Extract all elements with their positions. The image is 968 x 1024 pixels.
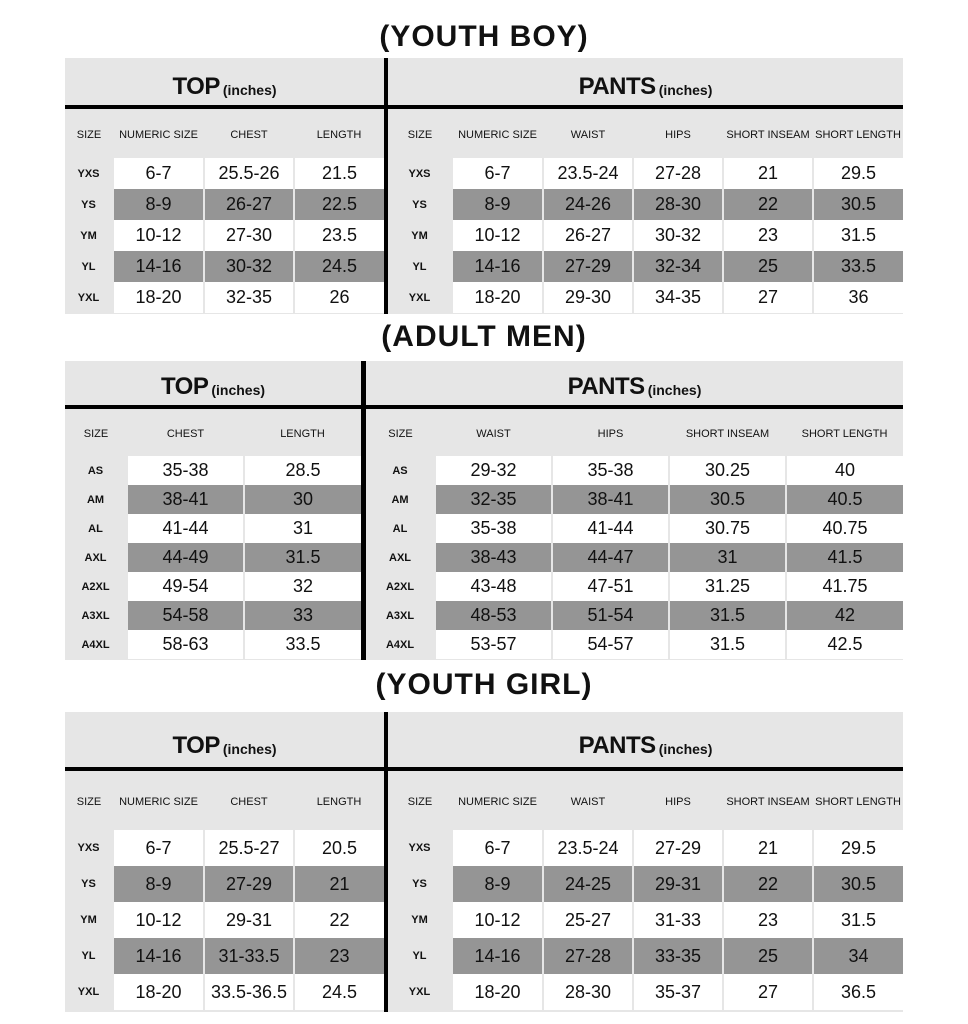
value-cell: 28.5 xyxy=(244,456,361,485)
youth-boy-top-heading xyxy=(65,70,384,104)
value-cell: 31-33 xyxy=(633,902,723,938)
column-header: SHORT INSEAM xyxy=(726,129,810,141)
size-cell: AXL xyxy=(389,551,411,564)
table-row xyxy=(65,251,384,282)
value-cell: 25-27 xyxy=(543,902,633,938)
youth-girl-top-table xyxy=(65,774,384,1010)
table-header-row xyxy=(388,774,903,830)
table-row xyxy=(366,601,903,630)
value-cell: 30 xyxy=(244,485,361,514)
table-row xyxy=(65,514,361,543)
value-cell: 40.5 xyxy=(786,485,903,514)
value-cell: 30.5 xyxy=(813,866,903,902)
value-cell: 58-63 xyxy=(127,630,244,659)
value-cell: 24-25 xyxy=(543,866,633,902)
value-cell: 23 xyxy=(723,902,813,938)
youth-boy-header-rule xyxy=(65,105,903,109)
value-cell: 29-30 xyxy=(543,282,633,313)
value-cell: 31.5 xyxy=(813,220,903,251)
value-cell: 8-9 xyxy=(113,189,204,220)
value-cell: 8-9 xyxy=(452,189,543,220)
pants-heading-unit: (inches) xyxy=(658,82,713,98)
table-header-row xyxy=(65,112,384,158)
adult-men-header-rule xyxy=(65,405,903,409)
value-cell: 23.5-24 xyxy=(543,830,633,866)
table-row xyxy=(65,601,361,630)
value-cell: 22.5 xyxy=(294,189,384,220)
value-cell: 23 xyxy=(723,220,813,251)
column-header: SIZE xyxy=(407,796,433,808)
table-row xyxy=(388,220,903,251)
value-cell: 30.5 xyxy=(669,485,786,514)
pants-heading-label: PANTS xyxy=(578,732,656,759)
youth-boy-pants-table xyxy=(388,112,903,313)
size-cell: YL xyxy=(81,950,96,962)
column-header: SHORT LENGTH xyxy=(801,428,888,440)
table-row xyxy=(366,456,903,485)
column-header: CHEST xyxy=(166,428,205,440)
size-cell: AL xyxy=(88,522,103,535)
value-cell: 24-26 xyxy=(543,189,633,220)
column-header: SIZE xyxy=(76,796,102,808)
table-row xyxy=(388,830,903,866)
size-cell: YS xyxy=(81,198,96,211)
table-header-row xyxy=(388,112,903,158)
value-cell: 53-57 xyxy=(435,630,552,659)
value-cell: 43-48 xyxy=(435,572,552,601)
value-cell: 31.5 xyxy=(244,543,361,572)
value-cell: 10-12 xyxy=(113,220,204,251)
value-cell: 6-7 xyxy=(452,830,543,866)
value-cell: 35-38 xyxy=(552,456,669,485)
size-cell: YM xyxy=(80,914,97,926)
size-cell: YS xyxy=(81,878,96,890)
top-heading-unit: (inches) xyxy=(222,82,277,98)
table-row xyxy=(388,974,903,1010)
youth-girl-pants-table xyxy=(388,774,903,1010)
value-cell: 38-41 xyxy=(552,485,669,514)
column-header: HIPS xyxy=(665,796,691,808)
value-cell: 33-35 xyxy=(633,938,723,974)
column-header: SHORT LENGTH xyxy=(815,796,901,808)
value-cell: 23.5 xyxy=(294,220,384,251)
adult-men-top-table xyxy=(65,412,361,659)
value-cell: 27-29 xyxy=(543,251,633,282)
table-header-row xyxy=(65,412,361,456)
column-header: LENGTH xyxy=(280,428,325,440)
value-cell: 23.5-24 xyxy=(543,158,633,189)
table-row xyxy=(388,189,903,220)
value-cell: 8-9 xyxy=(113,866,204,902)
column-header: WAIST xyxy=(476,428,511,440)
size-cell: YXL xyxy=(408,291,431,304)
value-cell: 30.5 xyxy=(813,189,903,220)
value-cell: 41-44 xyxy=(127,514,244,543)
value-cell: 31-33.5 xyxy=(204,938,294,974)
section-title-adult-men: (ADULT MEN) xyxy=(381,320,587,353)
table-row xyxy=(65,189,384,220)
value-cell: 26-27 xyxy=(204,189,294,220)
size-cell: A4XL xyxy=(385,638,415,651)
column-header: SIZE xyxy=(83,428,109,440)
pants-heading-label: PANTS xyxy=(567,373,645,400)
value-cell: 14-16 xyxy=(452,938,543,974)
value-cell: 34-35 xyxy=(633,282,723,313)
table-row xyxy=(65,572,361,601)
value-cell: 54-58 xyxy=(127,601,244,630)
adult-men-pants-heading xyxy=(366,370,903,404)
table-row xyxy=(65,830,384,866)
value-cell: 21 xyxy=(723,158,813,189)
value-cell: 22 xyxy=(294,902,384,938)
size-cell: YM xyxy=(411,229,428,242)
size-cell: AS xyxy=(392,464,408,477)
value-cell: 14-16 xyxy=(113,938,204,974)
value-cell: 27-29 xyxy=(633,830,723,866)
value-cell: 51-54 xyxy=(552,601,669,630)
column-header: HIPS xyxy=(665,129,691,141)
size-cell: A3XL xyxy=(385,609,415,622)
value-cell: 44-47 xyxy=(552,543,669,572)
column-header: SHORT LENGTH xyxy=(815,129,901,141)
value-cell: 41.75 xyxy=(786,572,903,601)
value-cell: 31.25 xyxy=(669,572,786,601)
column-header: LENGTH xyxy=(316,129,362,141)
table-row xyxy=(388,282,903,313)
top-heading-label: TOP xyxy=(172,732,220,759)
pants-heading-label: PANTS xyxy=(578,73,656,100)
value-cell: 27-28 xyxy=(633,158,723,189)
table-row xyxy=(388,251,903,282)
value-cell: 33.5-36.5 xyxy=(204,974,294,1010)
table-row xyxy=(388,158,903,189)
size-cell: YL xyxy=(412,950,427,962)
column-header: SHORT INSEAM xyxy=(685,428,770,440)
value-cell: 33.5 xyxy=(244,630,361,659)
value-cell: 31 xyxy=(669,543,786,572)
column-header: NUMERIC SIZE xyxy=(458,129,537,141)
table-row xyxy=(65,938,384,974)
value-cell: 27 xyxy=(723,974,813,1010)
table-row xyxy=(65,630,361,659)
column-header: SHORT INSEAM xyxy=(726,796,810,808)
column-header: CHEST xyxy=(230,129,268,141)
value-cell: 33.5 xyxy=(813,251,903,282)
value-cell: 29.5 xyxy=(813,830,903,866)
column-header: SIZE xyxy=(407,129,433,141)
size-cell: YL xyxy=(412,260,427,273)
value-cell: 29-32 xyxy=(435,456,552,485)
table-row xyxy=(65,485,361,514)
adult-men-pants-table xyxy=(366,412,903,659)
size-cell: YM xyxy=(411,914,428,926)
value-cell: 42 xyxy=(786,601,903,630)
value-cell: 44-49 xyxy=(127,543,244,572)
size-cell: YXL xyxy=(408,986,431,998)
value-cell: 25.5-26 xyxy=(204,158,294,189)
column-header: SIZE xyxy=(76,129,102,141)
value-cell: 6-7 xyxy=(113,830,204,866)
value-cell: 29-31 xyxy=(204,902,294,938)
value-cell: 24.5 xyxy=(294,251,384,282)
table-row xyxy=(388,866,903,902)
value-cell: 34 xyxy=(813,938,903,974)
value-cell: 27-30 xyxy=(204,220,294,251)
value-cell: 41-44 xyxy=(552,514,669,543)
size-cell: A4XL xyxy=(81,638,110,651)
value-cell: 35-37 xyxy=(633,974,723,1010)
value-cell: 32-35 xyxy=(435,485,552,514)
section-title-youth-boy: (YOUTH BOY) xyxy=(379,20,589,53)
table-row xyxy=(65,456,361,485)
table-row xyxy=(65,220,384,251)
value-cell: 6-7 xyxy=(452,158,543,189)
table-header-row xyxy=(65,774,384,830)
adult-men-top-heading xyxy=(65,370,361,404)
size-cell: A2XL xyxy=(81,580,110,593)
value-cell: 36 xyxy=(813,282,903,313)
value-cell: 47-51 xyxy=(552,572,669,601)
value-cell: 42.5 xyxy=(786,630,903,659)
size-cell: YXS xyxy=(408,842,431,854)
value-cell: 18-20 xyxy=(113,974,204,1010)
column-header: WAIST xyxy=(570,796,606,808)
size-cell: AM xyxy=(86,493,105,506)
value-cell: 18-20 xyxy=(113,282,204,313)
value-cell: 30-32 xyxy=(633,220,723,251)
size-cell: AS xyxy=(87,464,104,477)
value-cell: 31 xyxy=(244,514,361,543)
column-header: NUMERIC SIZE xyxy=(458,796,537,808)
size-cell: YXL xyxy=(77,986,100,998)
column-header: NUMERIC SIZE xyxy=(119,796,198,808)
top-heading-label: TOP xyxy=(172,73,220,100)
value-cell: 29.5 xyxy=(813,158,903,189)
size-cell: YXS xyxy=(77,842,100,854)
value-cell: 29-31 xyxy=(633,866,723,902)
value-cell: 25.5-27 xyxy=(204,830,294,866)
value-cell: 49-54 xyxy=(127,572,244,601)
value-cell: 31.5 xyxy=(669,601,786,630)
value-cell: 28-30 xyxy=(633,189,723,220)
column-header: NUMERIC SIZE xyxy=(119,129,198,141)
value-cell: 25 xyxy=(723,938,813,974)
size-cell: AM xyxy=(391,493,409,506)
youth-girl-top-heading xyxy=(65,728,384,764)
value-cell: 18-20 xyxy=(452,974,543,1010)
table-row xyxy=(366,630,903,659)
size-cell: AL xyxy=(392,522,408,535)
value-cell: 40.75 xyxy=(786,514,903,543)
value-cell: 22 xyxy=(723,866,813,902)
value-cell: 30-32 xyxy=(204,251,294,282)
value-cell: 25 xyxy=(723,251,813,282)
value-cell: 35-38 xyxy=(435,514,552,543)
table-row xyxy=(65,543,361,572)
value-cell: 38-41 xyxy=(127,485,244,514)
size-cell: YL xyxy=(81,260,96,273)
section-title-youth-girl: (YOUTH GIRL) xyxy=(375,668,593,701)
column-header: HIPS xyxy=(597,428,624,440)
column-header: SIZE xyxy=(388,428,413,440)
pants-heading-unit: (inches) xyxy=(647,382,702,398)
value-cell: 31.5 xyxy=(813,902,903,938)
value-cell: 48-53 xyxy=(435,601,552,630)
value-cell: 20.5 xyxy=(294,830,384,866)
table-row xyxy=(388,902,903,938)
value-cell: 28-30 xyxy=(543,974,633,1010)
column-header: LENGTH xyxy=(316,796,362,808)
value-cell: 27-28 xyxy=(543,938,633,974)
value-cell: 22 xyxy=(723,189,813,220)
value-cell: 8-9 xyxy=(452,866,543,902)
value-cell: 30.75 xyxy=(669,514,786,543)
value-cell: 33 xyxy=(244,601,361,630)
table-row xyxy=(65,902,384,938)
column-header: CHEST xyxy=(230,796,268,808)
size-cell: AXL xyxy=(84,551,107,564)
size-cell: YXS xyxy=(408,167,431,180)
value-cell: 21.5 xyxy=(294,158,384,189)
value-cell: 10-12 xyxy=(452,902,543,938)
table-row xyxy=(65,974,384,1010)
pants-heading-unit: (inches) xyxy=(658,741,713,757)
youth-girl-pants-heading xyxy=(388,728,903,764)
table-header-row xyxy=(366,412,903,456)
table-row xyxy=(366,572,903,601)
value-cell: 6-7 xyxy=(113,158,204,189)
value-cell: 14-16 xyxy=(452,251,543,282)
size-cell: YS xyxy=(412,878,427,890)
column-header: WAIST xyxy=(570,129,606,141)
size-cell: YXL xyxy=(77,291,100,304)
table-row xyxy=(388,938,903,974)
value-cell: 40 xyxy=(786,456,903,485)
value-cell: 32-34 xyxy=(633,251,723,282)
size-cell: YS xyxy=(412,198,427,211)
youth-boy-top-table xyxy=(65,112,384,313)
value-cell: 30.25 xyxy=(669,456,786,485)
table-row xyxy=(366,543,903,572)
value-cell: 41.5 xyxy=(786,543,903,572)
size-cell: A2XL xyxy=(385,580,415,593)
value-cell: 35-38 xyxy=(127,456,244,485)
value-cell: 32-35 xyxy=(204,282,294,313)
value-cell: 18-20 xyxy=(452,282,543,313)
youth-girl-header-rule xyxy=(65,767,903,771)
table-row xyxy=(65,158,384,189)
top-heading-label: TOP xyxy=(160,373,209,400)
top-heading-unit: (inches) xyxy=(222,741,277,757)
table-row xyxy=(65,282,384,313)
value-cell: 23 xyxy=(294,938,384,974)
value-cell: 27-29 xyxy=(204,866,294,902)
size-cell: YM xyxy=(80,229,97,242)
value-cell: 36.5 xyxy=(813,974,903,1010)
value-cell: 21 xyxy=(294,866,384,902)
value-cell: 24.5 xyxy=(294,974,384,1010)
youth-boy-pants-heading xyxy=(388,70,903,104)
size-cell: A3XL xyxy=(81,609,110,622)
value-cell: 27 xyxy=(723,282,813,313)
top-heading-unit: (inches) xyxy=(211,382,266,398)
size-cell: YXS xyxy=(77,167,100,180)
value-cell: 38-43 xyxy=(435,543,552,572)
value-cell: 26 xyxy=(294,282,384,313)
value-cell: 21 xyxy=(723,830,813,866)
value-cell: 10-12 xyxy=(452,220,543,251)
value-cell: 10-12 xyxy=(113,902,204,938)
value-cell: 54-57 xyxy=(552,630,669,659)
value-cell: 31.5 xyxy=(669,630,786,659)
value-cell: 14-16 xyxy=(113,251,204,282)
value-cell: 26-27 xyxy=(543,220,633,251)
value-cell: 32 xyxy=(244,572,361,601)
table-row xyxy=(366,485,903,514)
table-row xyxy=(65,866,384,902)
table-row xyxy=(366,514,903,543)
